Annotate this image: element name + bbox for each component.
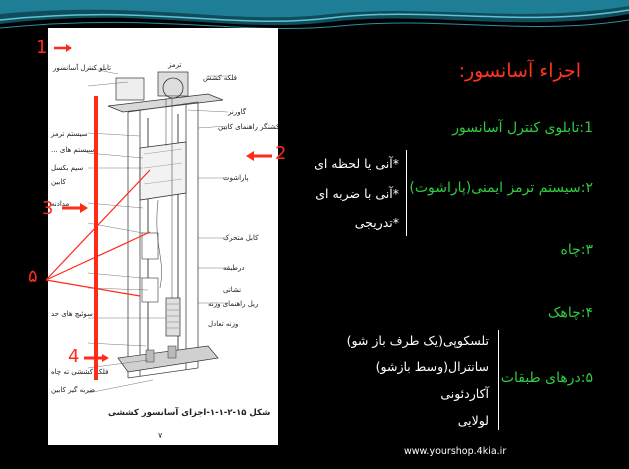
label-brake-system: سیستم ترمز <box>51 130 88 138</box>
label-indicator: نشانی <box>223 286 242 294</box>
label-systems: سیستم های ... <box>51 146 95 154</box>
label-cabin-guide: کشنگر راهنمای کابین <box>218 123 280 131</box>
brake-bracket <box>406 150 407 236</box>
label-pit-sheave: فلکه کششی ته چاه <box>51 368 109 376</box>
callout-5: ۵ <box>28 266 38 287</box>
label-wire-rope: سیم بکسل <box>51 164 84 172</box>
label-counterweight-rail: ریل راهنمای وزنه <box>208 300 259 308</box>
label-parachute: پاراشوت <box>223 174 249 182</box>
label-travel-cable: کابل متحرک <box>223 234 259 242</box>
door-type-central: سانترال(وسط بازشو) <box>375 359 489 374</box>
figure-caption: شکل ۱۵-۲-۱-۱-اجزای آسانسور کششی <box>108 408 271 418</box>
label-governor: گاورنر <box>228 108 247 116</box>
label-counterweight: وزنه تعادل <box>208 320 239 328</box>
callout-3: 3 <box>42 198 54 219</box>
item-1-control-panel: 1:تابلوی کنترل آسانسور <box>452 120 593 136</box>
slide-title: اجزاء آسانسور: <box>458 60 581 82</box>
label-buffer: ضربه گیر کابین <box>51 386 96 394</box>
callout-1: 1 <box>36 37 48 58</box>
item-2-brake-system: ۲:سیستم ترمز ایمنی(پاراشوت) <box>409 180 593 196</box>
label-control-panel: تابلو کنترل آسانسور <box>53 64 112 72</box>
item-5-landing-doors: ۵:درهای طبقات <box>500 370 593 386</box>
door-bracket <box>498 330 499 430</box>
website-link[interactable]: www.yourshop.4kia.ir <box>404 446 507 457</box>
label-limit-switches: سوئیچ های حد <box>51 310 93 318</box>
label-cabin: کابین <box>51 178 66 186</box>
brake-type-gradual: *تدریجی <box>354 215 399 230</box>
brake-type-instant: *آنی یا لحظه ای <box>314 156 399 171</box>
door-type-telescopic: تلسکوپی(یک طرف باز شو) <box>346 333 489 348</box>
label-madane: مدادنه <box>51 200 70 208</box>
label-brake: ترمز <box>168 61 182 69</box>
figure-page-number: ۷ <box>158 431 163 440</box>
brake-type-impact: *آنی با ضربه ای <box>315 186 399 201</box>
callout-2: 2 <box>275 143 287 164</box>
callout-4: 4 <box>68 346 80 367</box>
item-4-pit: ۴:چاهک <box>547 305 593 321</box>
label-traction-sheave: فلکه کشش <box>203 74 238 82</box>
door-type-accordion: آکاردئونی <box>440 386 489 401</box>
item-3-shaft: ۳:چاه <box>560 242 593 258</box>
door-type-hinged: لولایی <box>457 413 489 428</box>
label-floor-door: درطبقه <box>223 264 245 272</box>
